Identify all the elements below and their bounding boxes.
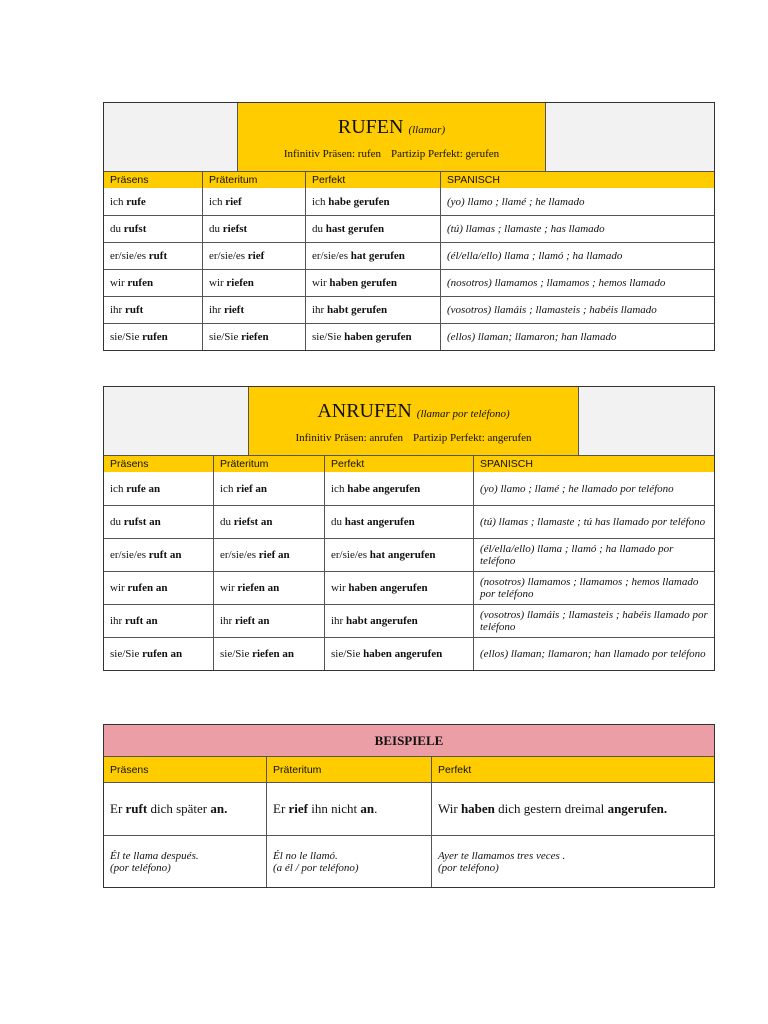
pronoun: wir bbox=[220, 582, 238, 594]
verb-form: riefen an bbox=[237, 582, 280, 594]
verb-form: habt angerufen bbox=[345, 615, 418, 627]
conjugation-row bbox=[104, 296, 714, 323]
conjugation-cell-praeteritum bbox=[213, 506, 324, 538]
verb-form: riefen bbox=[226, 277, 254, 289]
conjugation-row bbox=[104, 242, 714, 269]
verb-form: haben angerufen bbox=[348, 582, 428, 594]
rufen-gloss: (llamar) bbox=[408, 123, 446, 136]
spanish-translation: (yo) llamo ; llamé ; he llamado por teléfono bbox=[473, 472, 714, 505]
verb-form: hast gerufen bbox=[325, 223, 385, 235]
pronoun: er/sie/es bbox=[331, 549, 370, 561]
pronoun: ich bbox=[220, 482, 237, 495]
rufen-table bbox=[103, 102, 715, 351]
sentence-text: dich später bbox=[147, 801, 211, 816]
verb-form: ruft bbox=[148, 250, 168, 262]
conjugation-row bbox=[104, 637, 714, 670]
rufen-infinitiv: Infinitiv Präsen: rufen bbox=[283, 147, 381, 160]
sentence-text: ihn nicht bbox=[308, 801, 361, 816]
verb-form: rufst bbox=[123, 223, 147, 235]
conjugation-row bbox=[104, 215, 714, 242]
pronoun: ihr bbox=[110, 304, 125, 316]
pronoun: er/sie/es bbox=[209, 250, 248, 262]
verb-form: ruft an bbox=[124, 615, 158, 627]
conjugation-cell-praeteritum bbox=[202, 243, 305, 269]
pronoun: sie/Sie bbox=[312, 331, 345, 343]
pronoun: wir bbox=[110, 582, 128, 594]
anrufen-infinitiv: Infinitiv Präsen: anrufen bbox=[295, 431, 403, 444]
example-translation-perfekt bbox=[431, 836, 714, 887]
conjugation-cell-praeteritum bbox=[213, 605, 324, 637]
verb-form: rufen bbox=[127, 277, 154, 289]
spanish-translation: (yo) llamo ; llamé ; he llamado bbox=[440, 188, 714, 215]
conjugation-cell-perfekt bbox=[305, 297, 440, 323]
verb-form: habe angerufen bbox=[347, 482, 421, 495]
rufen-body bbox=[104, 188, 714, 350]
anrufen-gloss: (llamar por teléfono) bbox=[416, 407, 510, 420]
verb-form: hat gerufen bbox=[350, 250, 405, 262]
spanish-translation: (nosotros) llamamos ; llamamos ; hemos llamado por teléfono bbox=[473, 572, 714, 604]
conjugation-row bbox=[104, 472, 714, 505]
conjugation-cell-perfekt bbox=[305, 324, 440, 350]
verb-form: rufe an bbox=[126, 482, 161, 495]
pronoun: er/sie/es bbox=[312, 250, 351, 262]
spanish-translation: (tú) llamas ; llamaste ; tú has llamado por teléfono bbox=[473, 506, 714, 538]
verb-form: riefen bbox=[241, 331, 269, 343]
anrufen-header-spanisch: SPANISCH bbox=[473, 456, 714, 472]
sentence-verb-part: angerufen. bbox=[607, 801, 668, 816]
beispiele-header-praeteritum: Präteritum bbox=[266, 757, 431, 782]
anrufen-header-praesens: Präsens bbox=[110, 458, 149, 470]
spanish-translation: (vosotros) llamáis ; llamasteis ; habéis llamado bbox=[440, 297, 714, 323]
anrufen-table bbox=[103, 386, 715, 671]
conjugation-cell-perfekt bbox=[305, 243, 440, 269]
example-sentence-praeteritum bbox=[266, 783, 431, 835]
rufen-header-row bbox=[104, 171, 714, 188]
conjugation-row bbox=[104, 269, 714, 296]
conjugation-cell-praesens bbox=[104, 472, 213, 505]
anrufen-header-praeteritum: Präteritum bbox=[213, 456, 324, 472]
sentence-text: Wir bbox=[438, 801, 461, 816]
verb-form: rufen an bbox=[127, 582, 168, 594]
pronoun: er/sie/es bbox=[110, 549, 149, 561]
conjugation-cell-perfekt bbox=[324, 539, 473, 571]
pronoun: er/sie/es bbox=[110, 250, 149, 262]
verb-form: haben gerufen bbox=[329, 277, 397, 289]
spanish-translation: (ellos) llaman; llamaron; han llamado bbox=[440, 324, 714, 350]
translation-line: (por teléfono) bbox=[438, 861, 499, 874]
conjugation-cell-praesens bbox=[104, 270, 202, 296]
conjugation-cell-praesens bbox=[104, 506, 213, 538]
translation-line: Ayer te llamamos tres veces . bbox=[438, 849, 566, 862]
verb-form: ruft an bbox=[148, 549, 182, 561]
verb-form: rufen bbox=[142, 331, 168, 343]
anrufen-title bbox=[317, 399, 509, 426]
pronoun: du bbox=[331, 516, 345, 528]
anrufen-header-perfekt: Perfekt bbox=[324, 456, 473, 472]
rufen-title bbox=[338, 115, 445, 142]
example-sentence-perfekt bbox=[431, 783, 714, 835]
conjugation-cell-perfekt bbox=[324, 572, 473, 604]
verb-form: rief bbox=[225, 195, 242, 208]
conjugation-row bbox=[104, 604, 714, 637]
conjugation-cell-praesens bbox=[104, 605, 213, 637]
pronoun: sie/Sie bbox=[220, 648, 253, 660]
verb-form: rief an bbox=[258, 549, 290, 561]
pronoun: du bbox=[312, 223, 326, 235]
pronoun: du bbox=[110, 223, 124, 235]
pronoun: sie/Sie bbox=[110, 331, 143, 343]
conjugation-cell-praesens bbox=[104, 243, 202, 269]
translation-line: Él no le llamó. bbox=[273, 849, 338, 862]
pronoun: wir bbox=[110, 277, 128, 289]
conjugation-cell-praeteritum bbox=[202, 188, 305, 215]
pronoun: du bbox=[209, 223, 223, 235]
sentence-text: . bbox=[374, 801, 378, 816]
conjugation-cell-praesens bbox=[104, 188, 202, 215]
rufen-header-perfekt: Perfekt bbox=[305, 172, 440, 188]
conjugation-cell-praesens bbox=[104, 297, 202, 323]
verb-form: ruft bbox=[124, 304, 144, 316]
pronoun: sie/Sie bbox=[331, 648, 364, 660]
conjugation-cell-praeteritum bbox=[202, 216, 305, 242]
sentence-text: Er bbox=[110, 801, 126, 816]
anrufen-title-row bbox=[104, 387, 714, 455]
verb-form: haben angerufen bbox=[363, 648, 443, 660]
spanish-translation: (ellos) llaman; llamaron; han llamado por teléfono bbox=[473, 638, 714, 670]
pronoun: ihr bbox=[209, 304, 224, 316]
pronoun: ihr bbox=[312, 304, 327, 316]
verb-form: habe gerufen bbox=[328, 195, 390, 208]
example-sentence-praesens bbox=[104, 783, 266, 835]
verb-form: rief an bbox=[236, 482, 268, 495]
example-translation-praeteritum bbox=[266, 836, 431, 887]
sentence-verb-part: haben bbox=[460, 801, 495, 816]
conjugation-cell-perfekt bbox=[324, 506, 473, 538]
spanish-translation: (él/ella/ello) llama ; llamó ; ha llamado bbox=[440, 243, 714, 269]
conjugation-cell-perfekt bbox=[305, 270, 440, 296]
pronoun: er/sie/es bbox=[220, 549, 259, 561]
spanish-translation: (nosotros) llamamos ; llamamos ; hemos llamado bbox=[440, 270, 714, 296]
spanish-translation: (él/ella/ello) llama ; llamó ; ha llamado por teléfono bbox=[473, 539, 714, 571]
conjugation-cell-praesens bbox=[104, 638, 213, 670]
pronoun: ich bbox=[110, 482, 127, 495]
rufen-title-cell bbox=[237, 103, 545, 171]
pronoun: ich bbox=[312, 195, 329, 208]
sentence-verb-part: an bbox=[360, 801, 375, 816]
verb-form: rufst an bbox=[123, 516, 161, 528]
conjugation-cell-praesens bbox=[104, 572, 213, 604]
pronoun: wir bbox=[312, 277, 330, 289]
anrufen-forms bbox=[295, 432, 531, 444]
conjugation-row bbox=[104, 571, 714, 604]
verb-form: riefen an bbox=[252, 648, 294, 660]
beispiele-title-row bbox=[104, 725, 714, 756]
sentence-verb-part: an. bbox=[210, 801, 228, 816]
translation-line: (por teléfono) bbox=[110, 861, 171, 874]
beispiele-translation-row bbox=[104, 835, 714, 887]
verb-form: hast angerufen bbox=[344, 516, 415, 528]
pronoun: wir bbox=[331, 582, 349, 594]
verb-form: habt gerufen bbox=[326, 304, 388, 316]
anrufen-header-row bbox=[104, 455, 714, 472]
pronoun: sie/Sie bbox=[110, 648, 143, 660]
conjugation-cell-praeteritum bbox=[202, 270, 305, 296]
sentence-verb-part: rief bbox=[288, 801, 309, 816]
anrufen-verb: ANRUFEN bbox=[317, 399, 412, 422]
conjugation-row bbox=[104, 188, 714, 215]
anrufen-title-spacer-right bbox=[578, 387, 714, 455]
conjugation-cell-praesens bbox=[104, 539, 213, 571]
conjugation-cell-praeteritum bbox=[213, 572, 324, 604]
rufen-partizip: Partizip Perfekt: gerufen bbox=[391, 147, 500, 160]
rufen-header-spanisch: SPANISCH bbox=[440, 172, 714, 188]
verb-form: rufen an bbox=[142, 648, 183, 660]
beispiele-table bbox=[103, 724, 715, 888]
conjugation-row bbox=[104, 505, 714, 538]
verb-form: riefst bbox=[222, 223, 248, 235]
conjugation-cell-praesens bbox=[104, 324, 202, 350]
sentence-text: Er bbox=[273, 801, 289, 816]
rufen-header-praeteritum: Präteritum bbox=[202, 172, 305, 188]
anrufen-title-cell bbox=[248, 387, 578, 455]
pronoun: sie/Sie bbox=[209, 331, 242, 343]
translation-line: Él te llama después. bbox=[110, 849, 199, 862]
beispiele-sentence-row bbox=[104, 782, 714, 835]
translation-line: (a él / por teléfono) bbox=[273, 861, 359, 874]
anrufen-title-spacer-left bbox=[104, 387, 248, 455]
rufen-title-spacer-left bbox=[104, 103, 237, 171]
pronoun: ich bbox=[331, 482, 348, 495]
beispiele-title: BEISPIELE bbox=[104, 725, 714, 756]
conjugation-cell-perfekt bbox=[324, 472, 473, 505]
rufen-verb: RUFEN bbox=[337, 115, 404, 138]
conjugation-cell-perfekt bbox=[324, 605, 473, 637]
pronoun: ich bbox=[209, 195, 226, 208]
conjugation-cell-praeteritum bbox=[202, 297, 305, 323]
pronoun: du bbox=[110, 516, 124, 528]
sentence-verb-part: ruft bbox=[125, 801, 148, 816]
verb-form: rieft bbox=[223, 304, 245, 316]
pronoun: ihr bbox=[220, 615, 235, 627]
conjugation-row bbox=[104, 538, 714, 571]
sentence-text: dich gestern dreimal bbox=[494, 801, 608, 816]
conjugation-cell-praeteritum bbox=[213, 472, 324, 505]
example-translation-praesens bbox=[104, 836, 266, 887]
conjugation-cell-praesens bbox=[104, 216, 202, 242]
pronoun: ihr bbox=[110, 615, 125, 627]
conjugation-cell-perfekt bbox=[305, 216, 440, 242]
verb-form: riefst an bbox=[233, 516, 273, 528]
spanish-translation: (tú) llamas ; llamaste ; has llamado bbox=[440, 216, 714, 242]
conjugation-cell-praeteritum bbox=[202, 324, 305, 350]
conjugation-cell-perfekt bbox=[324, 638, 473, 670]
beispiele-header-perfekt: Perfekt bbox=[431, 757, 714, 782]
pronoun: du bbox=[220, 516, 234, 528]
conjugation-cell-perfekt bbox=[305, 188, 440, 215]
beispiele-header-praesens: Präsens bbox=[110, 763, 149, 776]
verb-form: rieft an bbox=[234, 615, 270, 627]
spanish-translation: (vosotros) llamáis ; llamasteis ; habéis llamado por teléfono bbox=[473, 605, 714, 637]
conjugation-row bbox=[104, 323, 714, 350]
verb-form: haben gerufen bbox=[344, 331, 412, 343]
conjugation-cell-praeteritum bbox=[213, 638, 324, 670]
rufen-forms bbox=[284, 148, 499, 160]
verb-form: rufe bbox=[126, 195, 146, 208]
rufen-title-spacer-right bbox=[545, 103, 714, 171]
anrufen-body bbox=[104, 472, 714, 670]
verb-form: rief bbox=[247, 250, 265, 262]
conjugation-cell-praeteritum bbox=[213, 539, 324, 571]
pronoun: ihr bbox=[331, 615, 346, 627]
beispiele-header-row bbox=[104, 756, 714, 782]
pronoun: ich bbox=[110, 195, 127, 208]
rufen-header-praesens: Präsens bbox=[110, 174, 149, 186]
pronoun: wir bbox=[209, 277, 227, 289]
rufen-title-row bbox=[104, 103, 714, 171]
anrufen-partizip: Partizip Perfekt: angerufen bbox=[413, 431, 532, 444]
verb-form: hat angerufen bbox=[369, 549, 436, 561]
